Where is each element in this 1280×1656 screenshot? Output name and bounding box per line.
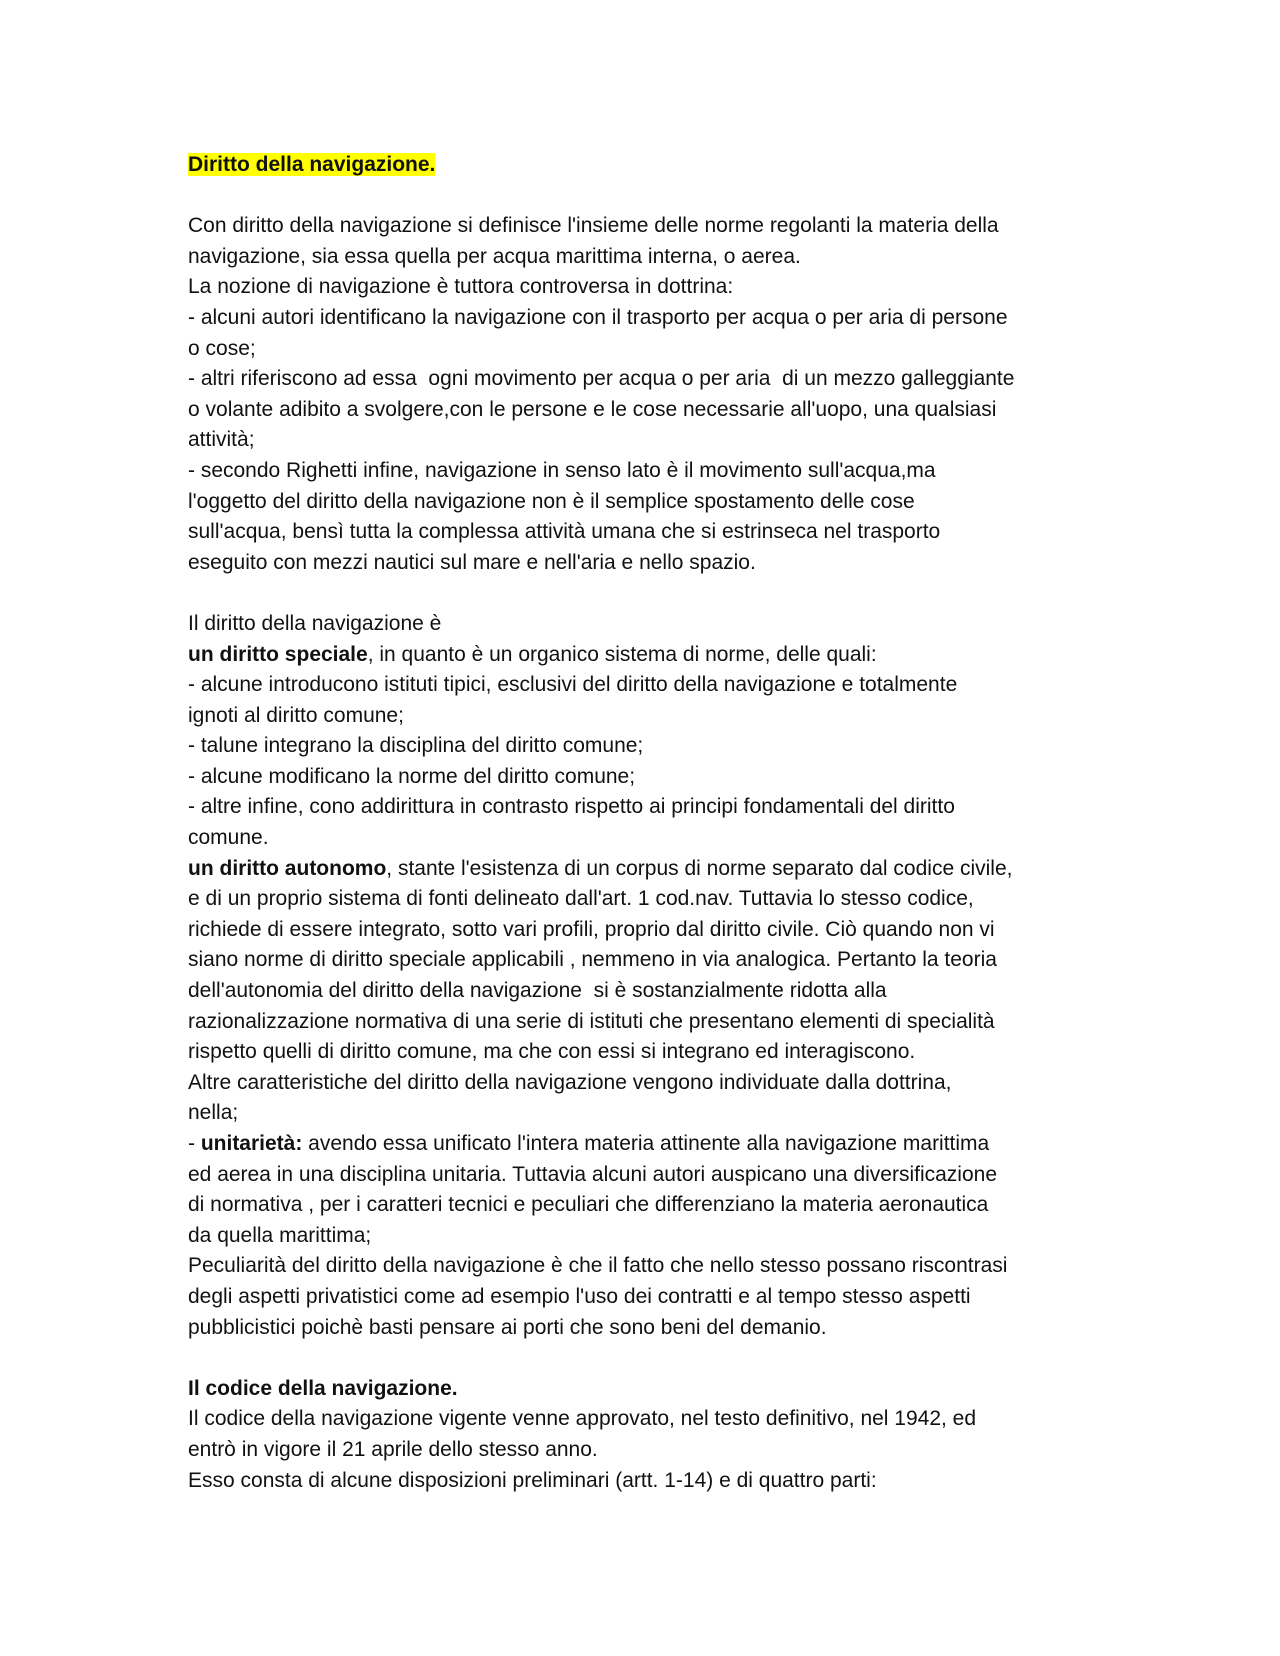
blank-line xyxy=(188,578,1098,609)
text-line: o volante adibito a svolgere,con le persone e le cose necessarie all'uopo, una qualsiasi xyxy=(188,397,997,421)
text-line: Il diritto della navigazione è xyxy=(188,611,442,635)
text-line: attività; xyxy=(188,428,255,452)
text-line: - alcune modificano la norme del diritto comune; xyxy=(188,764,636,788)
text-line: ignoti al diritto comune; xyxy=(188,703,404,727)
characteristics-section xyxy=(188,609,1098,1343)
document-title: Diritto della navigazione. xyxy=(188,153,436,176)
text-line: - secondo Righetti infine, navigazione in senso lato è il movimento sull'acqua,ma xyxy=(188,458,936,482)
blank-line xyxy=(188,1343,1098,1374)
text-line: richiede di essere integrato, sotto vari profili, proprio dal diritto civile. Ciò quando non vi xyxy=(188,917,995,941)
section-heading: Il codice della navigazione. xyxy=(188,1376,458,1400)
autonomo-term: un diritto autonomo xyxy=(188,856,387,880)
text-line: di normativa , per i caratteri tecnici e peculiari che differenziano la materia aeronautica xyxy=(188,1193,989,1217)
text-line: entrò in vigore il 21 aprile dello stesso anno. xyxy=(188,1437,598,1461)
autonomo-text: , stante l'esistenza di un corpus di norme separato dal codice civile, xyxy=(386,856,1013,880)
autonomo-line xyxy=(188,854,1098,885)
text-line: nella; xyxy=(188,1101,239,1125)
text-line: degli aspetti privatistici come ad esempio l'uso dei contratti e al tempo stesso aspetti xyxy=(188,1284,971,1308)
codice-section xyxy=(188,1374,1098,1496)
text-line: rispetto quelli di diritto comune, ma che con essi si integrano ed interagiscono. xyxy=(188,1040,916,1064)
text-line: dell'autonomia del diritto della navigazione si è sostanzialmente ridotta alla xyxy=(188,979,887,1003)
text-line: navigazione, sia essa quella per acqua marittima interna, o aerea. xyxy=(188,244,801,268)
text-line: siano norme di diritto speciale applicabili , nemmeno in via analogica. Pertanto la teoria xyxy=(188,948,997,972)
text-line: Con diritto della navigazione si definisce l'insieme delle norme regolanti la materia della xyxy=(188,214,999,238)
text-line: - talune integrano la disciplina del diritto comune; xyxy=(188,734,644,758)
text-line: l'oggetto del diritto della navigazione non è il semplice spostamento delle cose xyxy=(188,489,915,513)
speciale-term: un diritto speciale xyxy=(188,642,368,666)
blank-line xyxy=(188,181,1098,212)
document-title-line xyxy=(188,150,1098,181)
text-line: sull'acqua, bensì tutta la complessa attività umana che si estrinseca nel trasporto xyxy=(188,520,941,544)
text-line: e di un proprio sistema di fonti delineato dall'art. 1 cod.nav. Tuttavia lo stesso codice, xyxy=(188,887,974,911)
text-line: Esso consta di alcune disposizioni preliminari (artt. 1-14) e di quattro parti: xyxy=(188,1468,877,1492)
text-line: La nozione di navigazione è tuttora controversa in dottrina: xyxy=(188,275,734,299)
text-line: - altri riferiscono ad essa ogni movimento per acqua o per aria di un mezzo galleggiante xyxy=(188,367,1015,391)
text-line: pubblicistici poichè basti pensare ai porti che sono beni del demanio. xyxy=(188,1315,827,1339)
bullet-dash: - xyxy=(188,1132,201,1155)
text-line: Peculiarità del diritto della navigazione è che il fatto che nello stesso possano riscontrasi xyxy=(188,1254,1008,1278)
text-line: eseguito con mezzi nautici sul mare e nell'aria e nello spazio. xyxy=(188,550,756,574)
text-line: comune. xyxy=(188,826,269,850)
text-line: Il codice della navigazione vigente venne approvato, nel testo definitivo, nel 1942, ed xyxy=(188,1407,977,1431)
text-line: da quella marittima; xyxy=(188,1223,372,1247)
unitarieta-line xyxy=(188,1129,1098,1160)
text-line: o cose; xyxy=(188,336,256,360)
unitarieta-text: avendo essa unificato l'intera materia attinente alla navigazione marittima xyxy=(302,1132,990,1155)
document-page xyxy=(188,150,1098,1496)
speciale-text: , in quanto è un organico sistema di norme, delle quali: xyxy=(367,642,877,666)
text-line: - alcuni autori identificano la navigazione con il trasporto per acqua o per aria di persone xyxy=(188,305,1008,329)
text-line: ed aerea in una disciplina unitaria. Tuttavia alcuni autori auspicano una diversificazione xyxy=(188,1162,998,1186)
speciale-line xyxy=(188,640,1098,671)
intro-paragraph xyxy=(188,211,1098,578)
text-line: Altre caratteristiche del diritto della navigazione vengono individuate dalla dottrina, xyxy=(188,1070,952,1094)
text-line: razionalizzazione normativa di una serie di istituti che presentano elementi di specialità xyxy=(188,1009,995,1033)
unitarieta-term: unitarietà: xyxy=(200,1132,303,1155)
text-line: - alcune introducono istituti tipici, esclusivi del diritto della navigazione e totalmente xyxy=(188,673,958,697)
text-line: - altre infine, cono addirittura in contrasto rispetto ai principi fondamentali del diritto xyxy=(188,795,955,819)
